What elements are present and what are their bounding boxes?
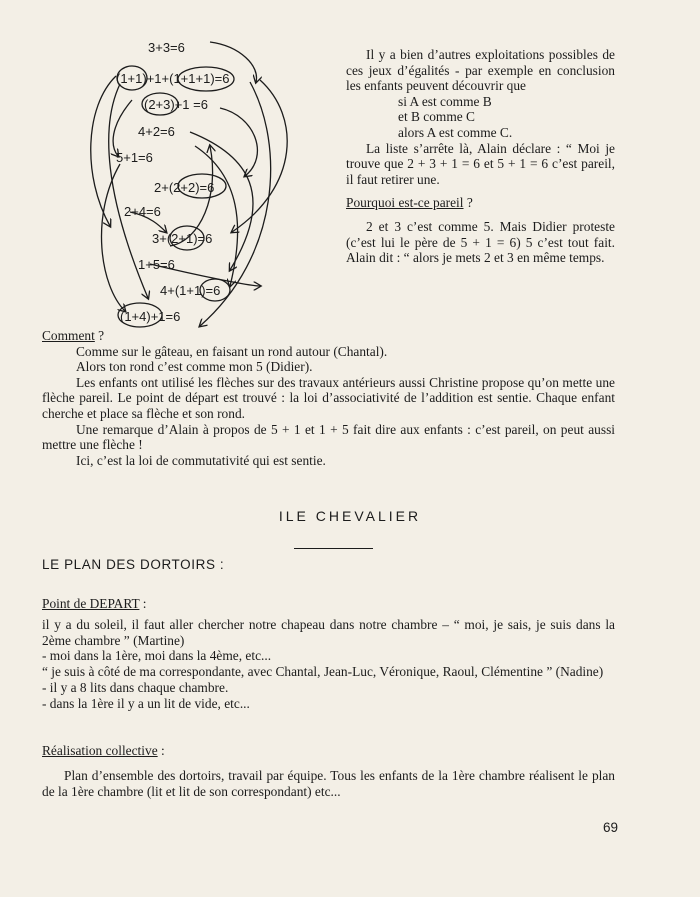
diagram-equation: (2+3)+1 =6: [144, 97, 208, 112]
diagram-equation: 2+4=6: [124, 204, 161, 219]
comment-paragraph: Comme sur le gâteau, en faisant un rond autour (Chantal).: [76, 343, 388, 359]
comment-section: [42, 328, 615, 468]
realisation-paragraph: Plan d’ensemble des dortoirs, travail par équipe. Tous les enfants de la 1ère chambre réalisent le plan de la 1ère chambre (lit et lit de son correspondant) etc...: [42, 767, 615, 799]
depart-line: “ je suis à côté de ma correspondante, avec Chantal, Jean-Luc, Véronique, Raoul, Clémentine ” (Nadine): [42, 664, 604, 680]
intro-paragraph: 2 et 3 c’est comme 5. Mais Didier proteste (c’est lui le père de 5 + 1 = 6) 5 c’est tout fait. Alain dit : “ alors je mets 2 et 3 en même temps.: [346, 218, 615, 266]
diagram-equation: 4+(1+1)=6: [160, 283, 221, 298]
diagram-equation: 2+(2+2)=6: [154, 180, 215, 195]
depart-line: - moi dans la 1ère, moi dans la 4ème, etc...: [42, 648, 272, 664]
diagram-equation: 5+1=6: [116, 150, 153, 165]
diagram-equation: 4+2=6: [138, 124, 175, 139]
diagram-equation: 3+(2+1)=6: [152, 231, 213, 246]
page-number: 69: [603, 820, 619, 835]
logic-line: alors A est comme C.: [398, 124, 513, 140]
comment-paragraph: Alors ton rond c’est comme mon 5 (Didier).: [76, 359, 313, 375]
section-title: ILE CHEVALIER: [278, 508, 422, 524]
arrow-curve: [190, 132, 253, 270]
comment-paragraph: Les enfants ont utilisé les flèches sur des travaux antérieurs aussi Christine propose qu’on mette une flèche pareil. Le point de départ est trouvé : la loi d’associativité de l’addition est sentie. Chaque enfant cherche et place sa flèche et son rond.: [42, 374, 615, 421]
logic-line: et B comme C: [398, 109, 475, 125]
arrow-curve: [113, 100, 132, 156]
comment-paragraph: Une remarque d’Alain à propos de 5 + 1 et 1 + 5 fait dire aux enfants : c’est pareil, on peut aussi mettre une flèche !: [42, 421, 615, 453]
diagram-equation: 1+5=6: [138, 257, 175, 272]
diagram-equation: 3+3=6: [148, 40, 185, 55]
comment-paragraph: Ici, c’est la loi de commutativité qui est sentie.: [76, 452, 326, 468]
diagram-equation: (1+4)+1=6: [120, 309, 181, 324]
intro-paragraph: Il y a bien d’autres exploitations possibles de ces jeux d’égalités - par exemple en conclusion les enfants peuvent découvrir que: [346, 47, 615, 94]
intro-paragraph: La liste s’arrête là, Alain déclare : “ Moi je trouve que 2 + 3 + 1 = 6 et 5 + 1 = 6 c’est pareil, il faut retirer une.: [346, 140, 615, 187]
depart-line: - dans la 1ère il y a un lit de vide, etc...: [42, 695, 250, 711]
depart-line: il y a du soleil, il faut aller chercher notre chapeau dans notre chambre – “ moi, je sais, je suis dans la 2ème chambre ” (Martine): [42, 616, 615, 648]
intro-text: [346, 47, 615, 266]
title-rule: [294, 548, 373, 549]
arrow-curve: [195, 146, 238, 286]
depart-section: [42, 596, 615, 712]
arrow-curve: [220, 108, 257, 176]
plan-heading: LE PLAN DES DORTOIRS :: [42, 557, 225, 572]
realisation-section: [42, 743, 615, 799]
comment-heading: Comment ?: [42, 328, 105, 343]
depart-line: - il y a 8 lits dans chaque chambre.: [42, 679, 229, 695]
arrow-curve: [91, 76, 116, 226]
logic-line: si A est comme B: [398, 93, 492, 109]
diagram-equation: (1+1)+1+(1+1+1)=6: [116, 71, 230, 86]
realisation-heading: Réalisation collective :: [42, 743, 165, 758]
question-heading: Pourquoi est-ce pareil ?: [346, 195, 473, 211]
equality-arrow-diagram: [70, 36, 315, 332]
depart-heading: Point de DEPART :: [42, 596, 147, 611]
